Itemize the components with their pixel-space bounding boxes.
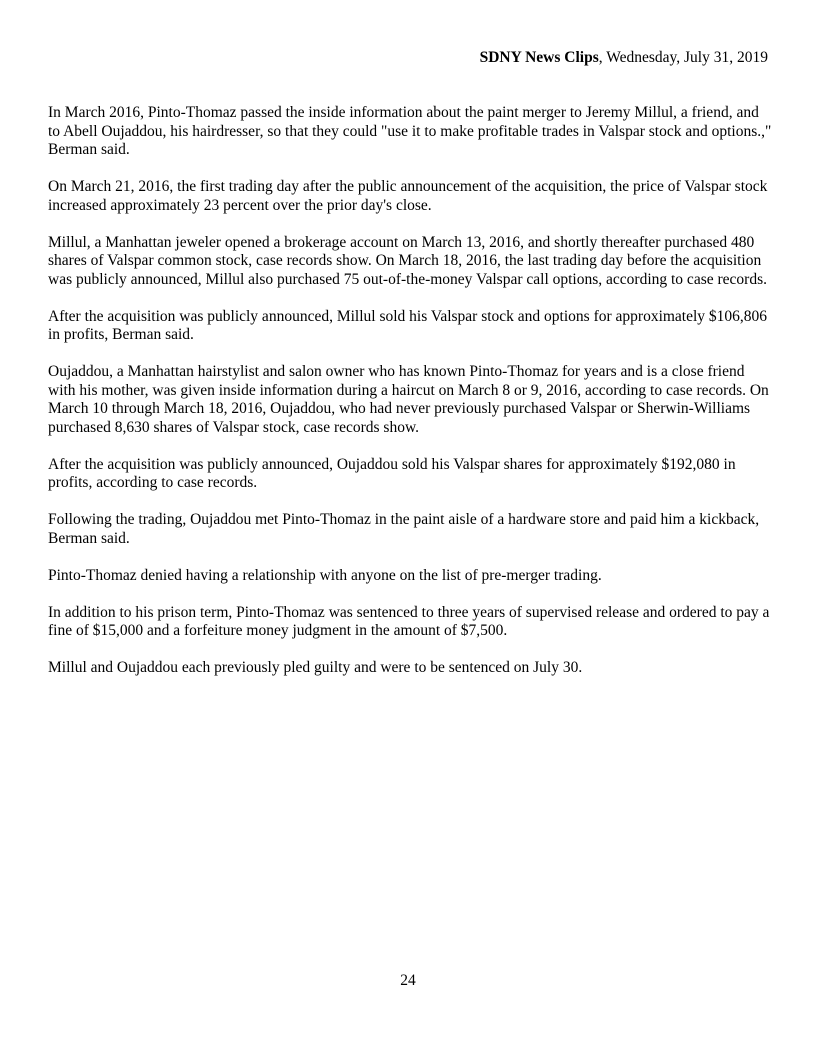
paragraph: Millul and Oujaddou each previously pled guilty and were to be sentenced on July 30. [48,659,583,676]
publication-name: SDNY News Clips [479,49,599,66]
page-number: 24 [400,972,416,989]
paragraph: Oujaddou, a Manhattan hairstylist and salon owner who has known Pinto-Thomaz for years and is a close friend with his mother, was given inside information during a haircut on March 8 or 9, 2016, according to case records. On March 10 through March 18, 2016, Oujaddou, who had never previously purchased Valspar or Sherwin-Williams purchased 8,630 shares of Valspar stock, case records show. [48,363,769,436]
paragraph: Pinto-Thomaz denied having a relationship with anyone on the list of pre-merger trading. [48,566,602,584]
paragraph: In addition to his prison term, Pinto-Thomaz was sentenced to three years of supervised release and ordered to pay a fine of $15,000 and a forfeiture money judgment in the amount of $7,500. [48,603,770,639]
page-header [480,49,768,68]
article-body [48,104,772,696]
paragraph: On March 21, 2016, the first trading day after the public announcement of the acquisition, the price of Valspar stock increased approximately 23 percent over the prior day's close. [48,178,768,214]
paragraph: After the acquisition was publicly announced, Oujaddou sold his Valspar shares for approximately $192,080 in profits, according to case records. [48,455,736,491]
paragraph: In March 2016, Pinto-Thomaz passed the inside information about the paint merger to Jeremy Millul, a friend, and to Abell Oujaddou, his hairdresser, so that they could "use it to make profitable trades in Valspar stock and options.," Berman said. [48,104,772,158]
header-date: , Wednesday, July 31, 2019 [598,49,768,66]
paragraph: After the acquisition was publicly announced, Millul sold his Valspar stock and options for approximately $106,806 in profits, Berman said. [48,307,768,343]
paragraph: Following the trading, Oujaddou met Pinto-Thomaz in the paint aisle of a hardware store and paid him a kickback, Berman said. [48,511,760,547]
paragraph: Millul, a Manhattan jeweler opened a brokerage account on March 13, 2016, and shortly thereafter purchased 480 shares of Valspar common stock, case records show. On March 18, 2016, the last trading day before the acquisition was publicly announced, Millul also purchased 75 out-of-the-money Valspar call options, according to case records. [48,233,767,288]
